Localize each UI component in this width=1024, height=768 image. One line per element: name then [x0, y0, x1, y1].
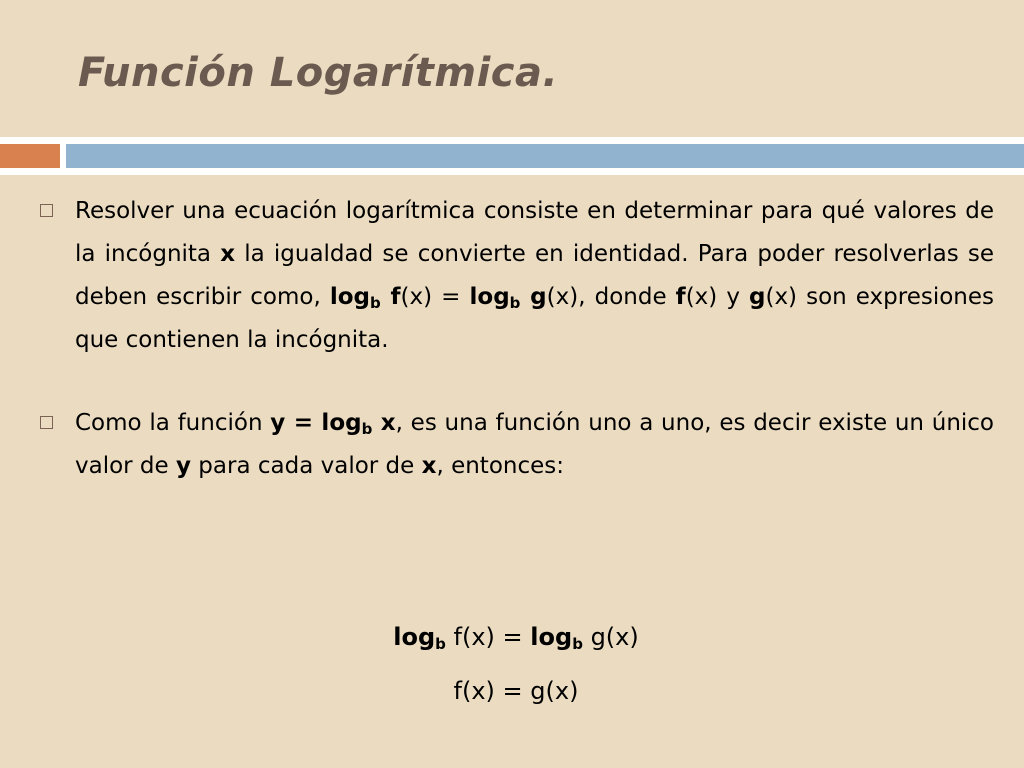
- bullet-text-bold: y: [176, 453, 191, 479]
- equation-line-2: f(x) = g(x): [453, 677, 579, 705]
- square-bullet-icon: [40, 204, 53, 217]
- bullet-text: Resolver una ecuación logarítmica consiste en determinar para qué valores de la incógnita: [75, 198, 994, 267]
- bullet-item-2: [40, 402, 994, 488]
- bullet-text-bold: f: [675, 284, 686, 310]
- math-log-expression: $\log_b f$: [329, 284, 401, 312]
- bullet-text: (x): [685, 284, 718, 310]
- bullet-text: la igualdad se convierte en identidad. Para poder resolverlas se deben escribir como,: [75, 241, 994, 310]
- bullet-text: para cada valor de: [191, 453, 422, 479]
- bullet-text-bold: x: [421, 453, 437, 479]
- accent-bar-orange: [0, 144, 60, 168]
- bullet-text: , es una función uno a uno, es decir existe un único valor de: [75, 410, 995, 479]
- bullet-text-bold: x: [220, 241, 236, 267]
- bullet-text: (x) =: [400, 284, 470, 310]
- equations-block: [0, 610, 1024, 718]
- bullet-text: , donde: [578, 284, 676, 310]
- bullet-text: , entonces:: [436, 453, 564, 479]
- math-log-expression: $y = \log_b x$: [270, 410, 396, 438]
- bullet-text: (x): [765, 284, 798, 310]
- accent-bar-blue: [66, 144, 1024, 168]
- bullet-text-bold: g: [749, 284, 766, 310]
- bullet-item-1: [40, 190, 994, 362]
- bullet-text: y: [717, 284, 749, 310]
- math-log-expression: $\log_b g$: [469, 284, 547, 312]
- square-bullet-icon: [40, 416, 53, 429]
- equation-line-1: $\log_b f(x) = \log_b g(x)$: [393, 623, 639, 653]
- bullet-text: son expresiones que contienen la incógnita.: [75, 284, 995, 353]
- bullet-text: (x): [546, 284, 579, 310]
- slide-body: [40, 190, 994, 488]
- bullet-text: Como la función: [75, 410, 271, 436]
- slide-title: Función Logarítmica.: [78, 50, 559, 96]
